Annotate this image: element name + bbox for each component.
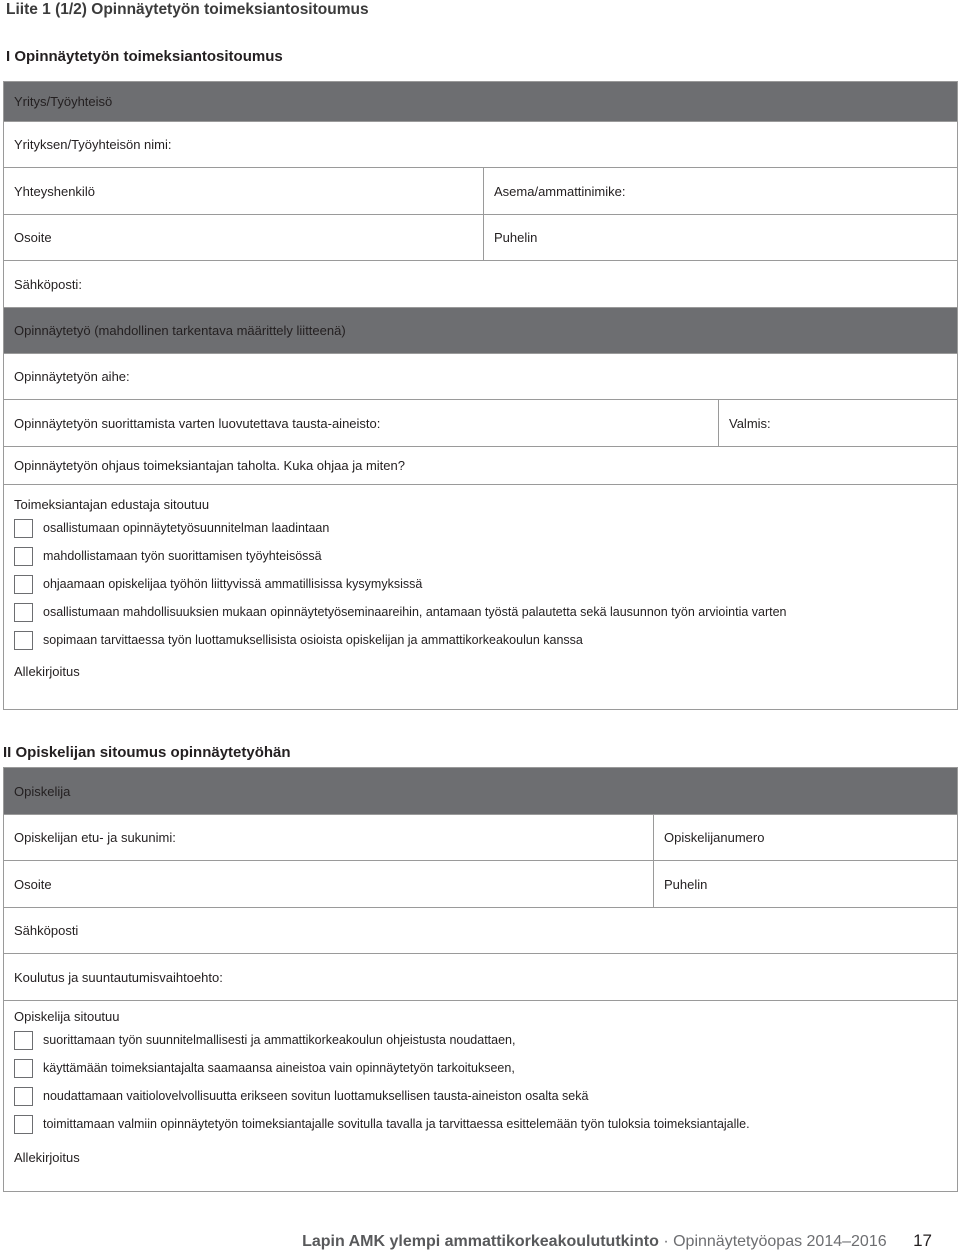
commitment-text: osallistumaan mahdollisuuksien mukaan opinnäytetyöseminaareihin, antamaan työstä palautetta sekä lausunnon työn arviointia varten bbox=[43, 605, 787, 619]
section1-title: I Opinnäytetyön toimeksiantositoumus bbox=[6, 48, 283, 65]
address-field[interactable]: Osoite bbox=[4, 215, 484, 261]
commitment-text: suorittamaan työn suunnitelmallisesti ja ammattikorkeakoulun ohjeistusta noudattaen, bbox=[43, 1033, 516, 1047]
checkbox[interactable] bbox=[14, 547, 33, 566]
position-field[interactable]: Asema/ammattinimike: bbox=[484, 168, 958, 215]
student-header: Opiskelija bbox=[4, 768, 958, 815]
student-email-field[interactable]: Sähköposti bbox=[4, 908, 958, 954]
student-address-field[interactable]: Osoite bbox=[4, 861, 654, 908]
checkbox[interactable] bbox=[14, 1031, 33, 1050]
company-header: Yritys/Työyhteisö bbox=[4, 82, 958, 122]
checkbox[interactable] bbox=[14, 1115, 33, 1134]
commitment-item bbox=[14, 626, 957, 654]
student-commitment-item bbox=[14, 1026, 957, 1054]
commitment-item bbox=[14, 570, 957, 598]
contact-field[interactable]: Yhteyshenkilö bbox=[4, 168, 484, 215]
section2-title: II Opiskelijan sitoumus opinnäytetyöhän bbox=[3, 744, 291, 761]
company-form bbox=[3, 81, 958, 710]
footer-brand: Lapin AMK bbox=[302, 1233, 386, 1250]
checkbox[interactable] bbox=[14, 631, 33, 650]
student-commitment-item bbox=[14, 1054, 957, 1082]
commitment-text: sopimaan tarvittaessa työn luottamuksellisista osioista opiskelijan ja ammattikorkeakoulun kanssa bbox=[43, 633, 583, 647]
student-name-field[interactable]: Opiskelijan etu- ja sukunimi: bbox=[4, 815, 654, 861]
commitment-item bbox=[14, 542, 957, 570]
thesis-header: Opinnäytetyö (mahdollinen tarkentava määrittely liitteenä) bbox=[4, 308, 958, 354]
commitment-text: toimittamaan valmiin opinnäytetyön toimeksiantajalle sovitulla tavalla ja tarvittaessa esittelemään työn tuloksia toimeksiantajalle. bbox=[43, 1117, 750, 1131]
student-phone-field[interactable]: Puhelin bbox=[654, 861, 958, 908]
commitment-text: ohjaamaan opiskelijaa työhön liittyvissä ammatillisissa kysymyksissä bbox=[43, 577, 423, 591]
commitment-text: käyttämään toimeksiantajalta saamaansa aineistoa vain opinnäytetyön tarkoitukseen, bbox=[43, 1061, 515, 1075]
page-header bbox=[0, 0, 960, 22]
material-field[interactable]: Opinnäytetyön suorittamista varten luovutettava tausta-aineisto: bbox=[4, 400, 719, 447]
student-number-field[interactable]: Opiskelijanumero bbox=[654, 815, 958, 861]
footer-separator: · bbox=[663, 1233, 669, 1250]
page-footer bbox=[302, 1231, 932, 1251]
guidance-field[interactable]: Opinnäytetyön ohjaus toimeksiantajan taholta. Kuka ohjaa ja miten? bbox=[4, 447, 958, 485]
checkbox[interactable] bbox=[14, 1087, 33, 1106]
footer-program: ylempi ammattikorkeakoulututkinto bbox=[389, 1233, 659, 1250]
commitment-intro: Toimeksiantajan edustaja sitoutuu bbox=[14, 497, 210, 512]
checkbox[interactable] bbox=[14, 603, 33, 622]
commitment-item bbox=[14, 598, 957, 626]
ready-field[interactable]: Valmis: bbox=[719, 400, 958, 447]
footer-guide: Opinnäytetyöopas 2014–2016 bbox=[673, 1233, 887, 1250]
checkbox[interactable] bbox=[14, 519, 33, 538]
checkbox[interactable] bbox=[14, 1059, 33, 1078]
student-commitment-item bbox=[14, 1082, 957, 1110]
commitment-text: osallistumaan opinnäytetyösuunnitelman laadintaan bbox=[43, 521, 330, 535]
page-header-title: Liite 1 (1/2) Opinnäytetyön toimeksiantositoumus bbox=[6, 1, 369, 18]
page-number: 17 bbox=[913, 1231, 932, 1250]
checkbox[interactable] bbox=[14, 575, 33, 594]
program-field[interactable]: Koulutus ja suuntautumisvaihtoehto: bbox=[4, 954, 958, 1001]
student-signature-label[interactable]: Allekirjoitus bbox=[14, 1150, 80, 1165]
commitment-item bbox=[14, 514, 957, 542]
phone-field[interactable]: Puhelin bbox=[484, 215, 958, 261]
commitment-text: mahdollistamaan työn suorittamisen työyhteisössä bbox=[43, 549, 322, 563]
student-commitment-intro: Opiskelija sitoutuu bbox=[14, 1009, 120, 1024]
email-field[interactable]: Sähköposti: bbox=[4, 261, 958, 308]
student-form bbox=[3, 767, 958, 1192]
student-commitment-block bbox=[4, 1001, 958, 1192]
company-name-field[interactable]: Yrityksen/Työyhteisön nimi: bbox=[4, 122, 958, 168]
topic-field[interactable]: Opinnäytetyön aihe: bbox=[4, 354, 958, 400]
student-commitment-item bbox=[14, 1110, 957, 1138]
signature-label[interactable]: Allekirjoitus bbox=[14, 664, 80, 679]
commitment-block bbox=[4, 485, 958, 710]
commitment-text: noudattamaan vaitiolovelvollisuutta erikseen sovitun luottamuksellisen tausta-aineiston osalta sekä bbox=[43, 1089, 589, 1103]
